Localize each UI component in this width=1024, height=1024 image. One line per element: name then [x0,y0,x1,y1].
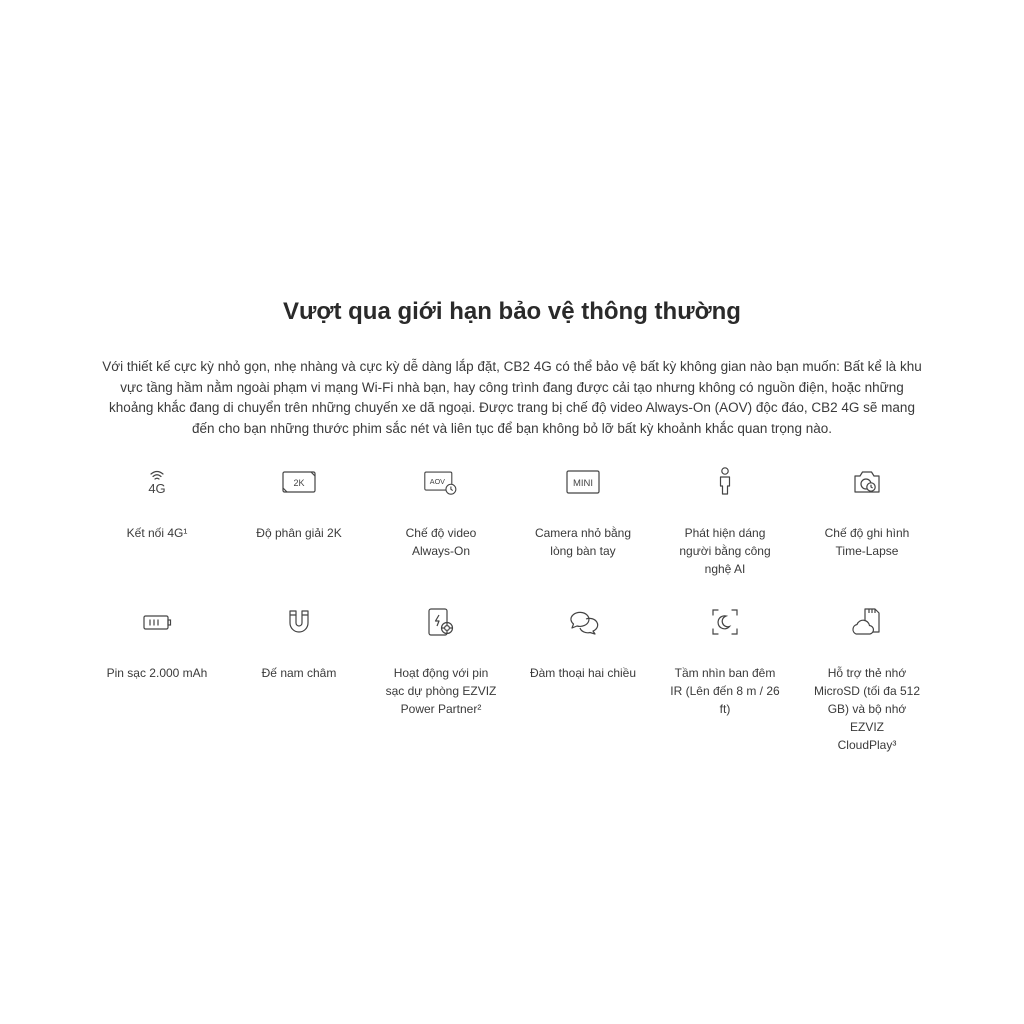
feature-label: Chế độ ghi hình Time-Lapse [824,526,910,558]
feature-two-way-talk [513,606,653,754]
feature-battery [87,606,227,754]
feature-mini [513,466,653,578]
svg-text:AOV: AOV [429,476,445,486]
sd-cloud-storage-icon [849,606,885,638]
aov-video-icon [423,466,459,498]
4g-signal-icon [139,466,175,498]
feature-label: Phát hiện dáng người bằng công nghệ AI [679,526,771,576]
feature-aov [371,466,511,578]
feature-grid-row-2 [87,606,937,754]
feature-storage [797,606,937,754]
section-title: Vượt qua giới hạn bảo vệ thông thường [283,298,741,325]
feature-label: Tầm nhìn ban đêm IR (Lên đến 8 m / 26 ft) [670,666,780,716]
feature-power-partner [371,606,511,754]
time-lapse-camera-icon [849,466,885,498]
feature-label: Camera nhỏ bằng lòng bàn tay [534,526,632,558]
feature-label: Hoạt động với pin sạc dự phòng EZVIZ Power Partner² [385,666,497,716]
power-partner-icon [423,606,459,638]
mini-camera-icon [565,466,601,498]
svg-text:MINI: MINI [572,478,594,489]
feature-person-detection [655,466,795,578]
feature-4g [87,466,227,578]
section-description: Với thiết kế cực kỳ nhỏ gọn, nhẹ nhàng và cực kỳ dễ dàng lắp đặt, CB2 4G có thể bảo vệ bất kỳ không gian nào bạn muốn: Bất kể là khu vực tầng hầm nằm ngoài phạm vi mạng Wi-Fi nhà bạn, hay công trình đang được cải tạo nhưng không có nguồn điện, hoặc những khoảng khắc đang di chuyển trên những chuyến xe dã ngoại. Được trang bị chế độ video Always-On (AOV) độc đáo, CB2 4G sẽ mang đến cho bạn những thước phim sắc nét và liên tục để bạn không bỏ lỡ bất kỳ khoảnh khắc quan trọng nào. [102,359,922,436]
feature-label: Hỗ trợ thẻ nhớ MicroSD (tối đa 512 GB) và bộ nhớ EZVIZ CloudPlay³ [813,666,921,752]
feature-label: Pin sạc 2.000 mAh [106,666,208,680]
feature-label: Chế độ video Always-On [405,526,477,558]
feature-grid-row-1 [87,466,937,578]
svg-text:4G: 4G [148,481,166,496]
feature-label: Kết nối 4G¹ [126,526,188,540]
two-way-talk-icon [565,606,601,638]
svg-text:2K: 2K [293,478,305,488]
night-vision-icon [707,606,743,638]
battery-icon [139,606,175,638]
feature-2k [229,466,369,578]
2k-resolution-icon [281,466,317,498]
feature-magnet [229,606,369,754]
feature-night-vision [655,606,795,754]
feature-label: Đàm thoại hai chiều [529,666,637,680]
feature-time-lapse [797,466,937,578]
magnet-icon [281,606,317,638]
feature-label: Đế nam châm [261,666,337,680]
person-detection-icon [707,466,743,498]
feature-label: Độ phân giải 2K [256,526,342,540]
